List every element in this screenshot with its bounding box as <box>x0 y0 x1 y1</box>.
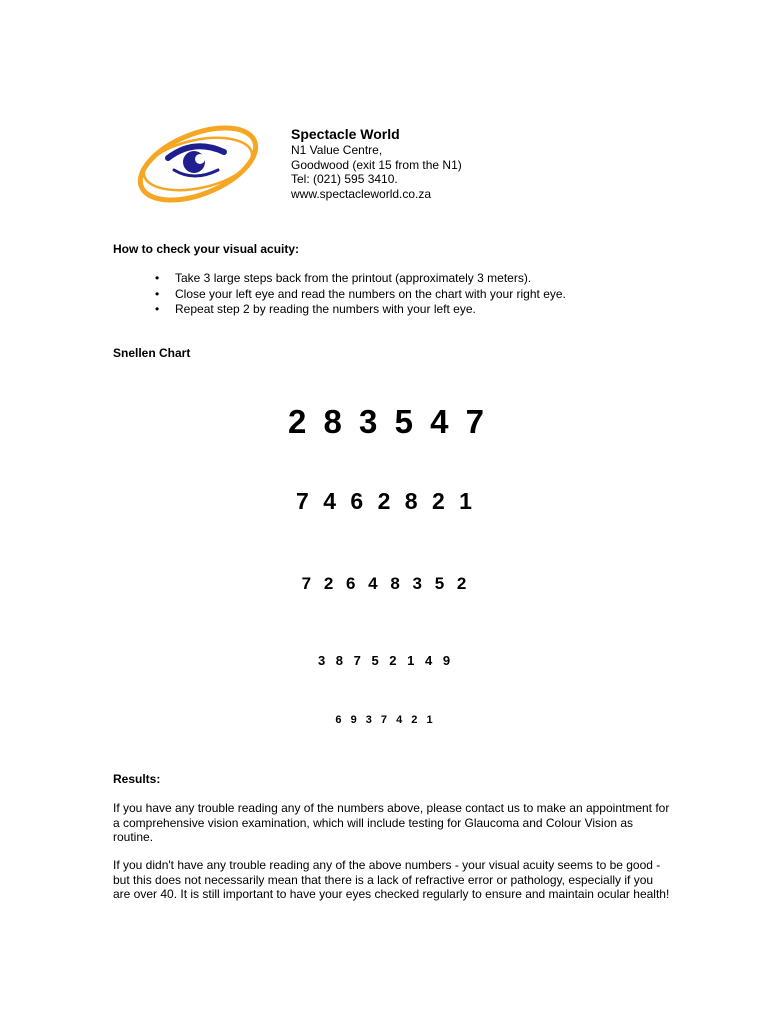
company-name: Spectacle World <box>291 126 400 142</box>
list-item <box>155 271 566 287</box>
step-3: Repeat step 2 by reading the numbers with your left eye. <box>175 302 476 316</box>
eye-icon <box>132 112 262 216</box>
chart-row-1: 2 8 3 5 4 7 <box>288 403 488 440</box>
list-item <box>155 287 566 303</box>
instructions-heading: How to check your visual acuity: <box>113 242 300 256</box>
results-paragraph-1: If you have any trouble reading any of the numbers above, please contact us to make an appointment for a comprehensive vision examination, which will include testing for Glaucoma and Colour Vision as routine. <box>113 801 670 844</box>
results-paragraph-2: If you didn't have any trouble reading any of the above numbers - your visual acuity seems to be good - but this does not necessarily mean that there is a lack of refractive error or pathology, especially if you are over 40. It is still important to have your eyes checked regularly to ensure and maintain ocular health! <box>113 858 670 901</box>
instructions-list <box>155 271 566 318</box>
step-1: Take 3 large steps back from the printout (approximately 3 meters). <box>175 271 532 285</box>
chart-row-4: 3 8 7 5 2 1 4 9 <box>317 653 451 668</box>
bullet: • <box>155 286 160 301</box>
company-info <box>291 126 462 201</box>
address-line-2: Goodwood (exit 15 from the N1) <box>291 157 462 172</box>
website-link[interactable]: www.spectacleworld.co.za <box>291 186 432 201</box>
bullet: • <box>155 271 160 285</box>
address-line-1: N1 Value Centre, <box>291 143 383 157</box>
chart-row-2: 7 4 6 2 8 2 1 <box>296 488 472 514</box>
chart-title: Snellen Chart <box>113 346 191 360</box>
step-2: Close your left eye and read the numbers on the chart with your right eye. <box>175 286 566 301</box>
company-logo <box>132 112 262 216</box>
chart-row-3: 7 2 6 4 8 3 5 2 <box>301 574 467 593</box>
chart-row-5: 6 9 3 7 4 2 1 <box>335 714 433 726</box>
list-item <box>155 302 566 318</box>
phone-number: Tel: (021) 595 3410. <box>291 172 398 186</box>
results-heading: Results: <box>113 772 161 786</box>
bullet: • <box>155 302 160 316</box>
